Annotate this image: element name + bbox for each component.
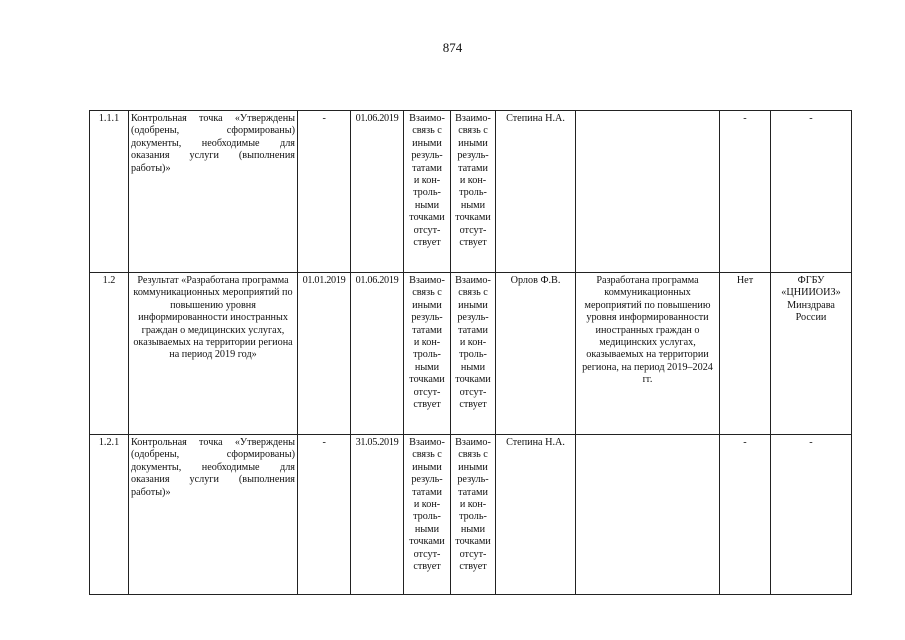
table-row bbox=[90, 435, 852, 595]
relation-next bbox=[451, 435, 496, 595]
row-number: 1.1.1 bbox=[90, 111, 129, 273]
relation-previous-text: Взаимо- связь с иными резуль- татами и кон- троль- ными точками отсут- ствует bbox=[409, 437, 445, 573]
end-date: 31.05.2019 bbox=[351, 435, 404, 595]
relation-next-text: Взаимо- связь с иными резуль- татами и кон- троль- ными точками отсут- ствует bbox=[455, 437, 491, 573]
start-date: 01.01.2019 bbox=[298, 273, 351, 435]
row-number: 1.2.1 bbox=[90, 435, 129, 595]
row-name: Контрольная точка «Утверждены (одобрены, сформированы) документы, необходимые для оказания услуги (выполнения работы)» bbox=[129, 435, 298, 595]
relation-previous-text: Взаимо- связь с иными резуль- татами и кон- троль- ными точками отсут- ствует bbox=[409, 113, 445, 249]
result-description bbox=[576, 435, 720, 595]
flag-cell: - bbox=[720, 435, 771, 595]
responsible: Степина Н.А. bbox=[496, 111, 576, 273]
row-number: 1.2 bbox=[90, 273, 129, 435]
result-description: Разработана программа коммуникационных мероприятий по повышению уровня информированности иностранных граждан о медицинских услугах, оказываемых на территории региона, на период 2019–2024 гг. bbox=[576, 273, 720, 435]
relation-next-text: Взаимо- связь с иными резуль- татами и кон- троль- ными точками отсут- ствует bbox=[455, 275, 491, 411]
result-description bbox=[576, 111, 720, 273]
organization: - bbox=[771, 435, 852, 595]
relation-next-text: Взаимо- связь с иными резуль- татами и кон- троль- ными точками отсут- ствует bbox=[455, 113, 491, 249]
table-row bbox=[90, 273, 852, 435]
organization: ФГБУ «ЦНИИОИЗ» Минздрава России bbox=[771, 273, 852, 435]
flag-cell: Нет bbox=[720, 273, 771, 435]
end-date: 01.06.2019 bbox=[351, 111, 404, 273]
end-date: 01.06.2019 bbox=[351, 273, 404, 435]
organization: - bbox=[771, 111, 852, 273]
flag-cell: - bbox=[720, 111, 771, 273]
relation-previous bbox=[404, 111, 451, 273]
page-number: 874 bbox=[442, 40, 463, 55]
row-name: Контрольная точка «Утверждены (одобрены, сформированы) документы, необходимые для оказания услуги (выполнения работы)» bbox=[129, 111, 298, 273]
start-date: - bbox=[298, 435, 351, 595]
relation-previous bbox=[404, 435, 451, 595]
start-date: - bbox=[298, 111, 351, 273]
relation-previous bbox=[404, 273, 451, 435]
relation-next bbox=[451, 273, 496, 435]
table-row bbox=[90, 111, 852, 273]
relation-previous-text: Взаимо- связь с иными резуль- татами и кон- троль- ными точками отсут- ствует bbox=[409, 275, 445, 411]
plan-table bbox=[89, 110, 852, 595]
responsible: Орлов Ф.В. bbox=[496, 273, 576, 435]
row-name: Результат «Разработана программа коммуникационных мероприятий по повышению уровня информированности иностранных граждан о медицинских услугах, оказываемых на территории региона на период 2019 год» bbox=[129, 273, 298, 435]
responsible: Степина Н.А. bbox=[496, 435, 576, 595]
relation-next bbox=[451, 111, 496, 273]
